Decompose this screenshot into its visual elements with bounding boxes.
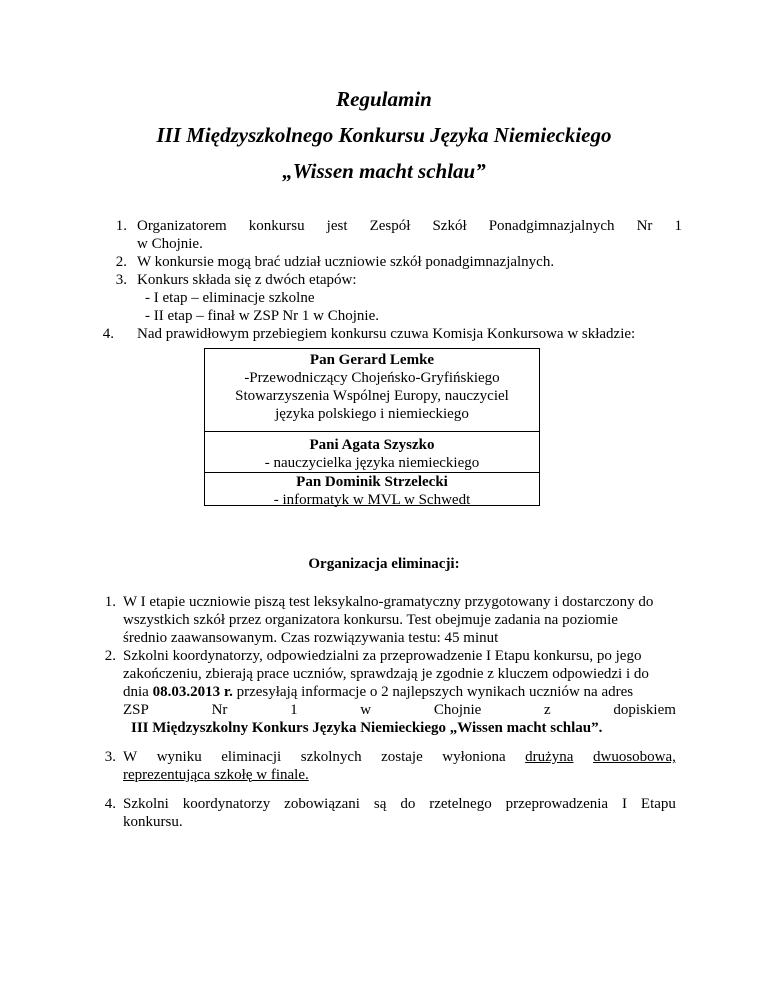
competition-label: III Międzyszkolny Konkurs Języka Niemieckiego „Wissen macht schlau”. (131, 720, 603, 736)
list-number: 4. (102, 326, 114, 342)
competition-motto: „Wissen macht schlau” (282, 159, 486, 183)
paragraph-line-underlined: reprezentująca szkołę w finale. (123, 767, 309, 783)
stage-one: - I etap – eliminacje szkolne (145, 290, 315, 306)
member-name: Pan Gerard Lemke (309, 352, 435, 368)
list-item-committee: Nad prawidłowym przebiegiem konkursu czuwa Komisja Konkursowa w składzie: (137, 326, 636, 342)
member-name: Pani Agata Szyszko (309, 437, 435, 453)
member-role: języka polskiego i niemieckiego (275, 406, 469, 422)
paragraph-line: Szkolni koordynatorzy, odpowiedzialni za przeprowadzenie I Etapu konkursu, po jego (123, 648, 642, 664)
paragraph-line: zakończeniu, zbierają prace uczniów, sprawdzają je zgodnie z kluczem odpowiedzi i do (123, 666, 649, 682)
list-number: 3. (104, 749, 116, 765)
member-role: Stowarzyszenia Wspólnej Europy, nauczyciel (235, 388, 509, 404)
list-item-organizer: Organizatorem konkursu jest Zespół Szkół Ponadgimnazjalnych Nr 1 (137, 218, 682, 234)
list-number: 2. (115, 254, 127, 270)
stage-two: - II etap – finał w ZSP Nr 1 w Chojnie. (145, 308, 379, 324)
paragraph-line-deadline: dnia 08.03.2013 r. przesyłają informacje o 2 najlepszych wynikach uczniów na adres (123, 684, 634, 700)
committee-table (204, 348, 540, 506)
paragraph-line: średnio zaawansowanym. Czas rozwiązywania testu: 45 minut (123, 630, 499, 646)
paragraph-line: konkursu. (123, 814, 183, 830)
paragraph-line-team: W wyniku eliminacji szkolnych zostaje wyłoniona drużyna dwuosobowa, (123, 749, 676, 765)
list-number: 4. (104, 796, 116, 812)
member-role: -Przewodniczący Chojeńsko-Gryfińskiego (244, 370, 500, 386)
member-role: - informatyk w MVL w Schwedt (273, 492, 471, 508)
list-number: 1. (115, 218, 127, 234)
paragraph-line-coordinators: Szkolni koordynatorzy zobowiązani są do rzetelnego przeprowadzenia I Etapu (123, 796, 676, 812)
list-item-text: w Chojnie. (137, 236, 203, 252)
section-heading: Organizacja eliminacji: (308, 556, 460, 572)
list-item-participants: W konkursie mogą brać udział uczniowie szkół ponadgimnazjalnych. (137, 254, 555, 270)
list-number: 2. (104, 648, 116, 664)
paragraph-line-address: ZSP Nr 1 w Chojnie z dopiskiem (123, 702, 676, 718)
member-name: Pan Dominik Strzelecki (296, 474, 448, 490)
committee-member-chair (205, 349, 539, 431)
paragraph-line: W I etapie uczniowie piszą test leksykalno-gramatyczny przygotowany i dostarczony do (123, 594, 654, 610)
list-number: 1. (104, 594, 116, 610)
committee-member-it (205, 472, 539, 509)
list-number: 3. (115, 272, 127, 288)
list-item-stages: Konkurs składa się z dwóch etapów: (137, 272, 357, 288)
member-role: - nauczycielka języka niemieckiego (264, 455, 480, 471)
committee-member-teacher (205, 431, 539, 472)
document-title: Regulamin (336, 87, 432, 111)
deadline-date: 08.03.2013 r. (152, 684, 233, 700)
paragraph-line: wszystkich szkół przez organizatora konkursu. Test obejmuje zadania na poziomie (123, 612, 618, 628)
document-subtitle: III Międzyszkolnego Konkursu Języka Niemieckiego (156, 123, 612, 147)
